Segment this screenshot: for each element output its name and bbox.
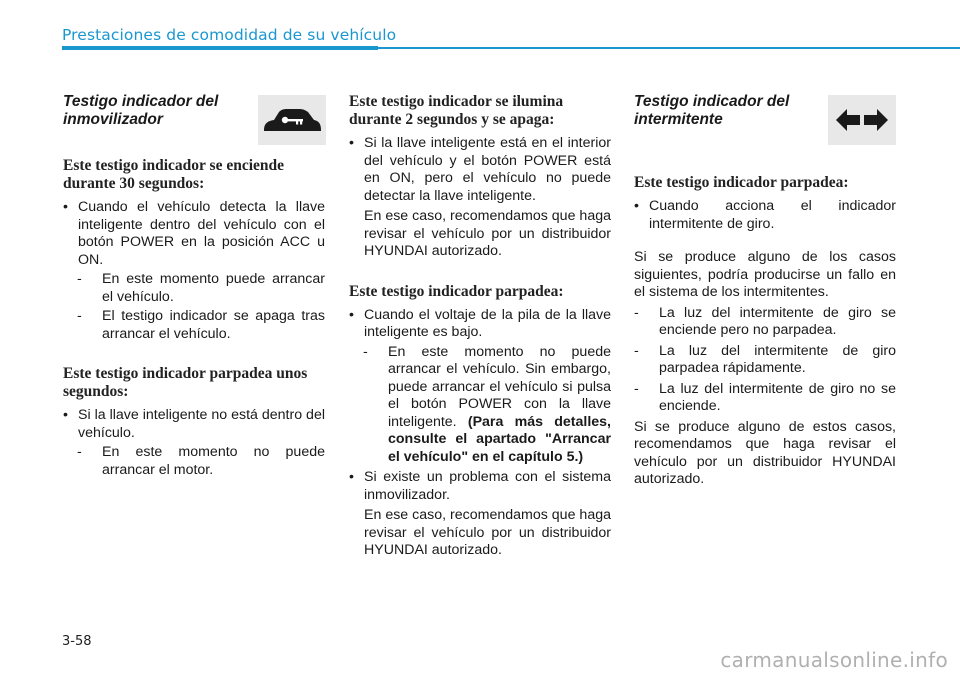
- page-number: 3-58: [62, 634, 92, 649]
- column-immobilizer: [63, 93, 325, 479]
- section-heading: Este testigo indicador parpadea:: [349, 282, 564, 300]
- sub-item: [363, 344, 611, 467]
- list-item: • Si existe un problema con el sistema inmovilizador.: [349, 469, 611, 504]
- note-text: En ese caso, recomendamos que haga revisar el vehículo por un distribuidor HYUNDAI autorizado.: [364, 507, 611, 558]
- sub-item: - El testigo indicador se apaga tras arrancar el vehículo.: [77, 308, 325, 343]
- section-heading: Este testigo indicador se ilumina durante 2 segundos y se apaga:: [349, 93, 564, 128]
- list-item: • Si la llave inteligente está en el interior del vehículo y el botón POWER está en ON, pero el vehículo no puede detectar la llave inteligente.: [349, 135, 611, 205]
- column-turn-signal: [634, 93, 896, 489]
- list-item: • Cuando acciona el indicador intermitente de giro.: [634, 198, 896, 233]
- chapter-reference: (Para más detalles, consulte el apartado "Arrancar el vehículo" en el capítulo 5.): [388, 413, 611, 465]
- section-heading: Este testigo indicador parpadea:: [634, 174, 849, 191]
- turn-signal-title: Testigo indicador del intermitente: [634, 93, 790, 128]
- header-accent-bar: [62, 46, 378, 50]
- note-text: En ese caso, recomendamos que haga revisar el vehículo por un distribuidor HYUNDAI autorizado.: [364, 208, 611, 259]
- sub-item: - La luz del intermitente de giro no se enciende.: [634, 381, 896, 416]
- paragraph: Si se produce alguno de los casos siguientes, podría producirse un fallo en el sistema de los intermitentes.: [634, 249, 896, 300]
- sub-item-text: En este momento no puede arrancar el vehículo. Sin embargo, puede arrancar el vehículo si pulsa el botón POWER con la llave inteligente.: [388, 343, 611, 430]
- list-item: • Cuando el voltaje de la pila de la llave inteligente es bajo.: [349, 307, 611, 342]
- section-header: Prestaciones de comodidad de su vehículo: [62, 26, 397, 44]
- section-heading: Este testigo indicador parpadea unos segundos:: [63, 365, 308, 400]
- paragraph: Si se produce alguno de estos casos, recomendamos que haga revisar el vehículo por un distribuidor HYUNDAI autorizado.: [634, 418, 896, 487]
- sub-item: - En este momento puede arrancar el vehículo.: [77, 271, 325, 306]
- list-item: • Si la llave inteligente no está dentro del vehículo.: [63, 407, 325, 442]
- section-heading: Este testigo indicador se enciende durante 30 segundos:: [63, 157, 285, 192]
- watermark: carmanualsonline.info: [720, 648, 948, 672]
- sub-item: - La luz del intermitente de giro parpadea rápidamente.: [634, 343, 896, 378]
- sub-item: - En este momento no puede arrancar el motor.: [77, 444, 325, 479]
- list-item: • Cuando el vehículo detecta la llave inteligente dentro del vehículo con el botón POWER en la posición ACC u ON.: [63, 199, 325, 269]
- sub-item: - La luz del intermitente de giro se enciende pero no parpadea.: [634, 305, 896, 340]
- column-smart-key: [349, 93, 611, 560]
- header-rule: [378, 47, 960, 49]
- immobilizer-title: Testigo indicador del inmovilizador: [63, 93, 219, 128]
